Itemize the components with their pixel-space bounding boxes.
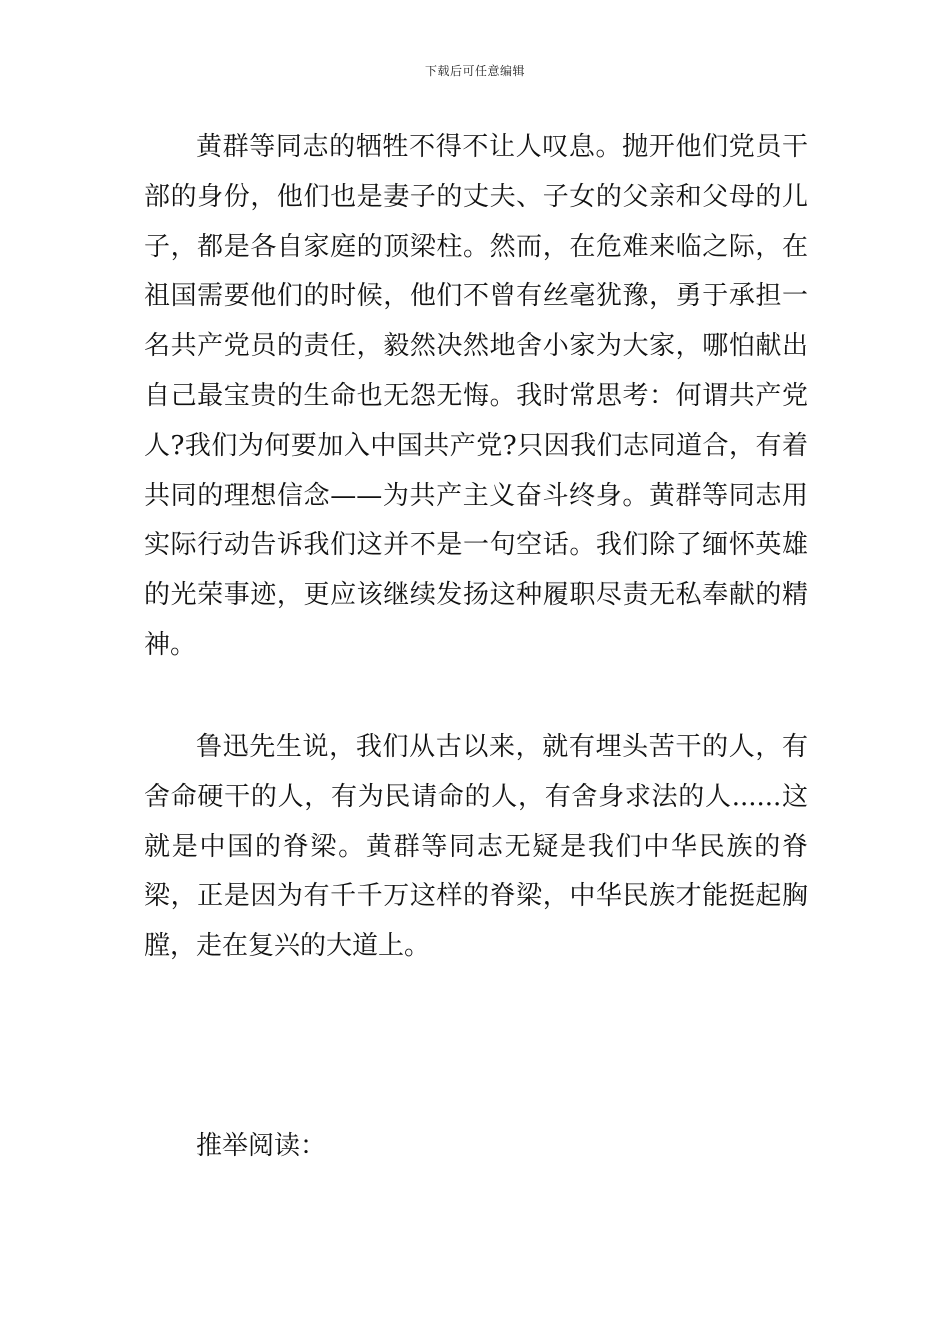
header-note: 下载后可任意编辑 (424, 64, 525, 78)
recommend-reading-label: 推举阅读： (196, 1131, 327, 1161)
paragraph-2: 鲁迅先生说，我们从古以来，就有埋头苦干的人，有舍命硬干的人，有为民请命的人，有舍身求法的人......这就是中国的脊梁。黄群等同志无疑是我们中华民族的脊梁，正是因为有千千万这样的脊梁，中华民族才能挺起胸膛，走在复兴的大道上。 (144, 732, 808, 962)
paragraph-1: 黄群等同志的牺牲不得不让人叹息。抛开他们党员干部的身份，他们也是妻子的丈夫、子女的父亲和父母的儿子，都是各自家庭的顶梁柱。然而，在危难来临之际，在祖国需要他们的时候，他们不曾有丝毫犹豫，勇于承担一名共产党员的责任，毅然决然地舍小家为大家，哪怕献出自己最宝贵的生命也无怨无悔。我时常思考：何谓共产党人?我们为何要加入中国共产党?只因我们志同道合，有着共同的理想信念——为共产主义奋斗终身。黄群等同志用实际行动告诉我们这并不是一句空话。我们除了缅怀英雄的光荣事迹，更应该继续发扬这种履职尽责无私奉献的精神。 (144, 132, 808, 660)
